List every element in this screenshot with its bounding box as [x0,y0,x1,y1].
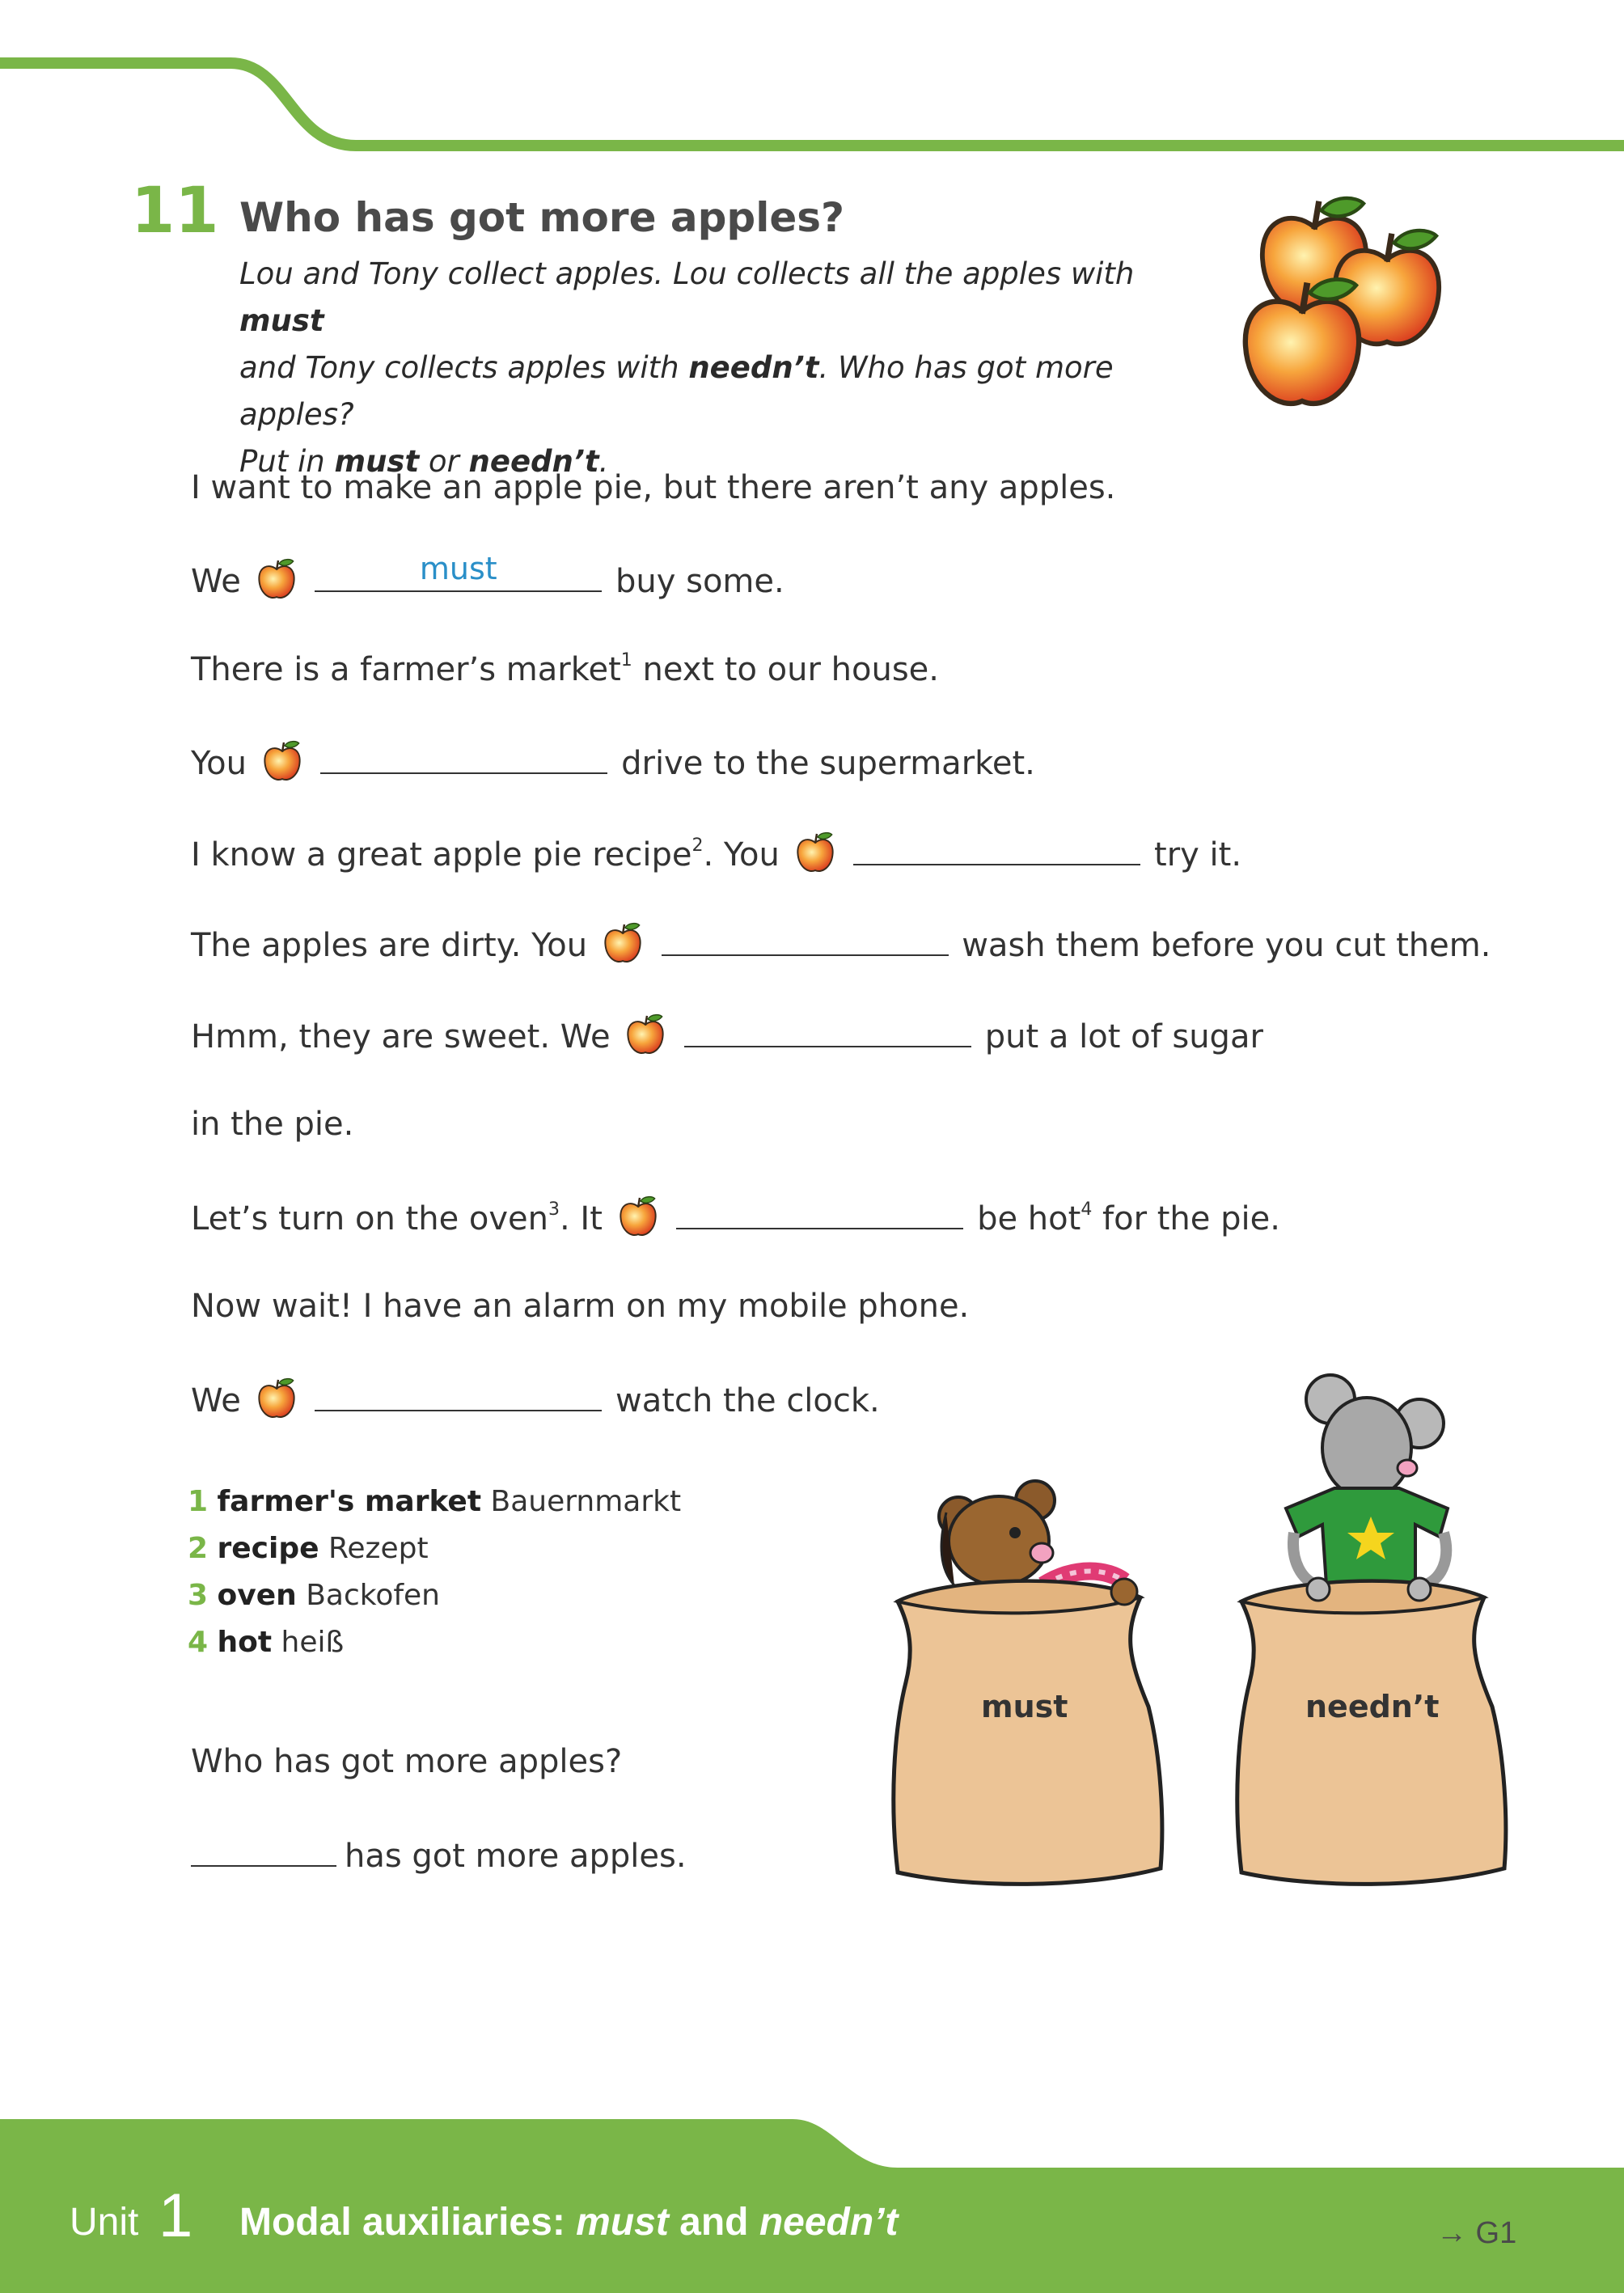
sentence-text: next to our house. [632,651,940,688]
answer-blank[interactable] [315,1377,602,1411]
apple-icon [262,740,302,784]
instruction-keyword: needn’t [468,444,599,479]
sentence-9 [191,1195,1280,1239]
answer-example: must [419,551,497,586]
final-answer-blank[interactable] [191,1833,336,1867]
footnote-ref: 2 [691,836,704,856]
sentence-8 [191,1104,353,1144]
glossary-number: 1 [188,1485,209,1518]
sentence-6 [191,922,1491,966]
footer-unit-label: Unit [70,2201,139,2244]
sentence-text: buy some. [615,563,785,600]
sentence-text: We [191,1382,241,1419]
sentence-2 [191,551,785,602]
glossary [188,1479,681,1666]
footnote-ref: 4 [1081,1199,1093,1220]
final-question [191,1741,622,1782]
glossary-item [188,1619,681,1666]
sentence-text: There is a farmer’s market [191,651,621,688]
glossary-term: farmer's market [217,1485,482,1518]
glossary-item [188,1525,681,1572]
sentence-10 [191,1286,969,1326]
instruction-text: Put in [239,444,335,479]
apple-icon [618,1195,658,1239]
sentence-text: be hot [977,1200,1081,1237]
glossary-number: 4 [188,1626,209,1659]
answer-blank[interactable] [676,1195,963,1229]
sentence-text: I know a great apple pie recipe [191,836,692,874]
apple-icon [625,1013,666,1057]
answer-tail-text: has got more apples. [345,1838,687,1875]
sentence-text: wash them before you cut them. [962,927,1491,964]
girl-character [939,1481,1124,1585]
sentence-text: You [191,745,247,782]
footer-title-text: and [668,2201,759,2244]
sentence-text: for the pie. [1092,1200,1280,1237]
instruction-text: . [598,444,609,479]
sentence-text: in the pie. [191,1106,354,1143]
sentence-11 [191,1377,880,1421]
exercise-number: 11 [131,175,219,247]
footer-title [239,2200,898,2244]
sentence-text: put a lot of sugar [984,1018,1263,1056]
apple-icon [603,922,643,966]
sack-label-neednt: needn’t [1305,1689,1440,1724]
instruction-text: . Who has got more apples? [239,350,1114,432]
answer-blank[interactable] [684,1013,971,1047]
sentence-3 [191,649,939,690]
answer-blank[interactable] [315,551,602,592]
glossary-term: oven [217,1579,297,1612]
sentence-text: I want to make an apple pie, but there aren’t any apples. [191,469,1116,506]
glossary-translation: Backofen [306,1579,440,1612]
footer-title-keyword: needn’t [759,2201,899,2244]
glossary-item [188,1479,681,1525]
sentence-4 [191,740,1035,784]
footer-title-keyword: must [576,2201,669,2244]
apples-illustration [1237,186,1464,429]
sentence-text: Hmm, they are sweet. We [191,1018,611,1056]
apple-icon [256,1377,297,1421]
instruction-text: and Tony collects apples with [239,350,689,385]
sentence-text: try it. [1154,836,1242,874]
sentence-5 [191,831,1241,875]
exercise-instructions [239,251,1169,485]
answer-blank[interactable] [662,922,949,956]
sentence-1 [191,467,1115,508]
glossary-item [188,1572,681,1619]
sentence-text: . It [560,1200,603,1237]
footnote-ref: 1 [620,650,632,671]
glossary-term: hot [217,1626,273,1659]
footer-unit-number: 1 [159,2181,193,2250]
instruction-keyword: must [239,303,324,338]
glossary-number: 3 [188,1579,209,1612]
exercise-title: Who has got more apples? [239,194,845,241]
grammar-reference-link[interactable]: → G1 [1436,2216,1517,2250]
sentence-text: watch the clock. [615,1382,880,1419]
apple-icon [256,558,297,602]
sentence-text: The apples are dirty. You [191,927,588,964]
glossary-term: recipe [217,1532,319,1565]
instruction-text: Lou and Tony collect apples. Lou collects all the apples with [239,256,1135,291]
glossary-number: 2 [188,1532,209,1565]
final-answer-line [191,1833,687,1876]
sentence-text: Now wait! I have an alarm on my mobile phone. [191,1288,970,1325]
sentence-7 [191,1013,1263,1057]
answer-blank[interactable] [320,740,607,774]
glossary-translation: Rezept [328,1532,429,1565]
sentence-text: drive to the supermarket. [621,745,1035,782]
sentence-text: We [191,563,241,600]
answer-blank[interactable] [853,831,1140,865]
instruction-keyword: must [334,444,420,479]
sentence-text: Let’s turn on the oven [191,1200,548,1237]
apple-icon [795,831,835,875]
sack-label-must: must [981,1689,1068,1724]
header-curve [0,0,1624,162]
mouse-character [1286,1375,1448,1585]
footer-title-text: Modal auxiliaries: [239,2201,577,2244]
sacks-illustration [882,1367,1529,1893]
instruction-keyword: needn’t [688,350,819,385]
footnote-ref: 3 [548,1199,560,1220]
glossary-translation: Bauernmarkt [490,1485,682,1518]
sentence-text: . You [703,836,780,874]
glossary-translation: heiß [281,1626,345,1659]
instruction-text: or [419,444,469,479]
question-text: Who has got more apples? [191,1743,623,1780]
